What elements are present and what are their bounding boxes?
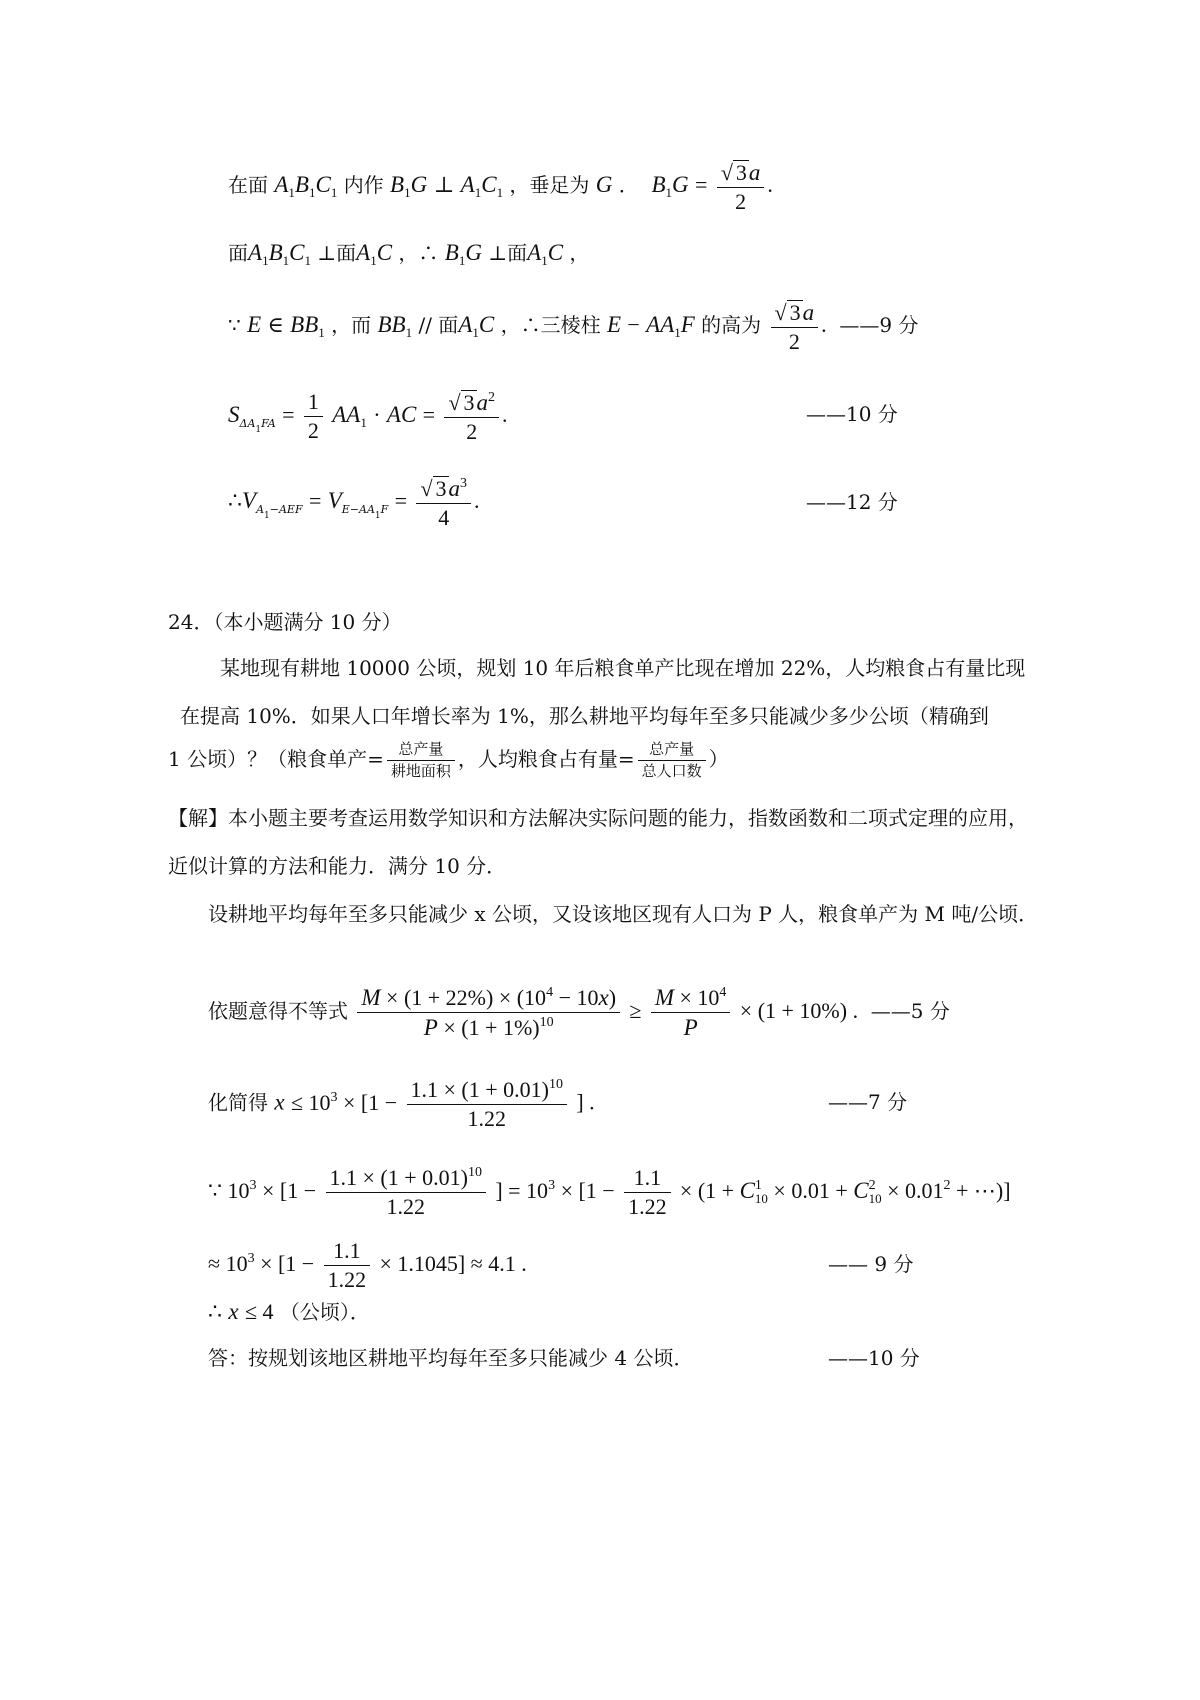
fraction: $\frac{√ 3a^3}{4}$: [416, 476, 471, 529]
score-label: ——10 分: [828, 1346, 920, 1370]
text: ⊥面: [317, 241, 357, 265]
fraction: $\frac{1.1 \times (1 + 0.01)^{10}}{1.22}$: [326, 1166, 486, 1218]
text: （公顷）．: [279, 1300, 370, 1324]
fraction: $\frac{1.1 \times (1 + 0.01)^{10}}{1.22}$: [407, 1078, 567, 1130]
text: ）: [708, 747, 729, 771]
step-line-1: 在面 $A_1B_1C_1$ 内作 $B_1G$ ⊥ $A_1C_1$ ，垂足为 G ． $B_1G$ = $\frac{√ 3a}{2}$ .: [228, 160, 773, 214]
solution-intro: 【解】本小题主要考查运用数学知识和方法解决实际问题的能力，指数函数和二项式定理的应用，近似计算的方法和能力．满分 10 分．: [168, 806, 1028, 878]
text: 依题意得不等式: [208, 999, 348, 1023]
step-line-5: $\therefore V_{A_1-AEF} = V_{E-AA_1F}$ = $\frac{√ 3a^3}{4}$ .: [228, 476, 480, 530]
text: ∵: [228, 313, 241, 337]
score-label: —— 9 分: [828, 1252, 914, 1276]
text: ，: [569, 241, 590, 265]
simplify-line: 化简得 $x \le 10^3 \times [1$ − $\frac{1.1 \times (1 + 0.01)^{10}}{1.22}$ ] .: [208, 1077, 595, 1131]
fraction: $\frac{√ 3a}{2}$: [771, 300, 819, 353]
text: ，∴: [398, 241, 439, 265]
text: ，垂足为: [509, 173, 590, 197]
fraction: $\frac{M \times (1 + 22\%) \times (10^4 - 10x)}{P \times (1 + 1\%)^{10}}$: [357, 986, 620, 1039]
result-line: ∴ x ≤ 4 （公顷）．: [208, 1299, 370, 1324]
binomial-expansion-line: ∵ $10^3 \times [1$ − $\frac{1.1 \times (1 + 0.01)^{10}}{1.22}$ ] = $10^3 \times [1$ − $\frac{1.1}{1.22}$ × ($1 + C^1_{10} \times 0.01 + C^2_{10} \times 0.01^2$ + ⋯)]: [208, 1164, 1011, 1219]
fraction: $\frac{√ 3a}{2}$: [717, 160, 765, 213]
score-label: ——7 分: [828, 1090, 908, 1114]
fraction: $\frac{1.1}{1.22}$: [324, 1240, 371, 1291]
text: ，∴三棱柱: [500, 313, 601, 337]
text: ，而: [331, 313, 372, 337]
score-label: ——9 分: [839, 313, 919, 337]
fraction: $\frac{\text{总产量}}{\text{总人口数}}$: [638, 742, 706, 779]
text: ，人均粮食占有量=: [457, 747, 635, 771]
question-heading: 24．（本小题满分 10 分）: [168, 610, 402, 634]
step-line-4: $S_{\Delta A_1FA}$ = $\frac{1}{2}$ $AA_1$ · AC = $\frac{√ 3a^2}{2}$ .: [228, 389, 508, 444]
fraction: $\frac{M \times 10^4}{P}$: [651, 986, 731, 1039]
answer-line: 答：按规划该地区耕地平均每年至多只能减少 4 公顷．: [208, 1346, 694, 1370]
score-label: ——10 分: [806, 402, 898, 426]
fraction: $\frac{\text{总产量}}{\text{耕地面积}}$: [387, 742, 455, 779]
fraction: $\frac{1.1}{1.22}$: [624, 1167, 671, 1218]
fraction: $\frac{1}{2}$: [304, 391, 323, 442]
solution-setup: 设耕地平均每年至多只能减少 x 公顷，又设该地区现有人口为 P 人，粮食单产为 M 吨/公顷．: [208, 902, 1039, 926]
step-line-3: ∵ E ∈ $BB_1$ ，而 $BB_1$ // 面$A_1C$ ，∴三棱柱 $E - AA_1F$ 的高为 $\frac{√ 3a}{2}$ . ——9 分: [228, 300, 919, 354]
text: // 面: [418, 313, 459, 337]
score-label: ——5 分: [870, 999, 950, 1023]
approximation-line: ≈ $10^3 \times [1$ − $\frac{1.1}{1.22}$ × 1.1045] ≈ 4.1 .: [208, 1238, 527, 1292]
text: 内作: [343, 173, 384, 197]
text: 在面: [228, 173, 268, 197]
problem-definitions: [168, 742, 729, 779]
score-label: ——12 分: [806, 490, 898, 514]
text: 的高为: [701, 313, 762, 337]
fraction: $\frac{√ 3a^2}{2}$: [444, 390, 499, 443]
text: ．: [618, 173, 639, 197]
text: 1 公顷）？（粮食单产=: [168, 747, 384, 771]
text: 化简得: [208, 1090, 268, 1115]
problem-statement: 某地现有耕地 10000 公顷，规划 10 年后粮食单产比现在增加 22%，人均粮食占有量比现在提高 10%．如果人口年增长率为 1%，那么耕地平均每年至多只能减少多少公顷（精确到: [180, 656, 1026, 728]
step-line-2: 面$A_1B_1C_1$ ⊥面$A_1C$ ，∴ $B_1G$ ⊥面$A_1C$ ，: [228, 240, 590, 268]
text: ⊥面: [488, 241, 528, 265]
text: 面: [228, 241, 248, 265]
inequality-line: 依题意得不等式 $\frac{M \times (1 + 22\%) \times (10^4 - 10x)}{P \times (1 + 1\%)^{10}}$ ≥ $\frac{M \times 10^4}{P}$ × (1 + 10%) . ——5 分: [208, 985, 950, 1040]
